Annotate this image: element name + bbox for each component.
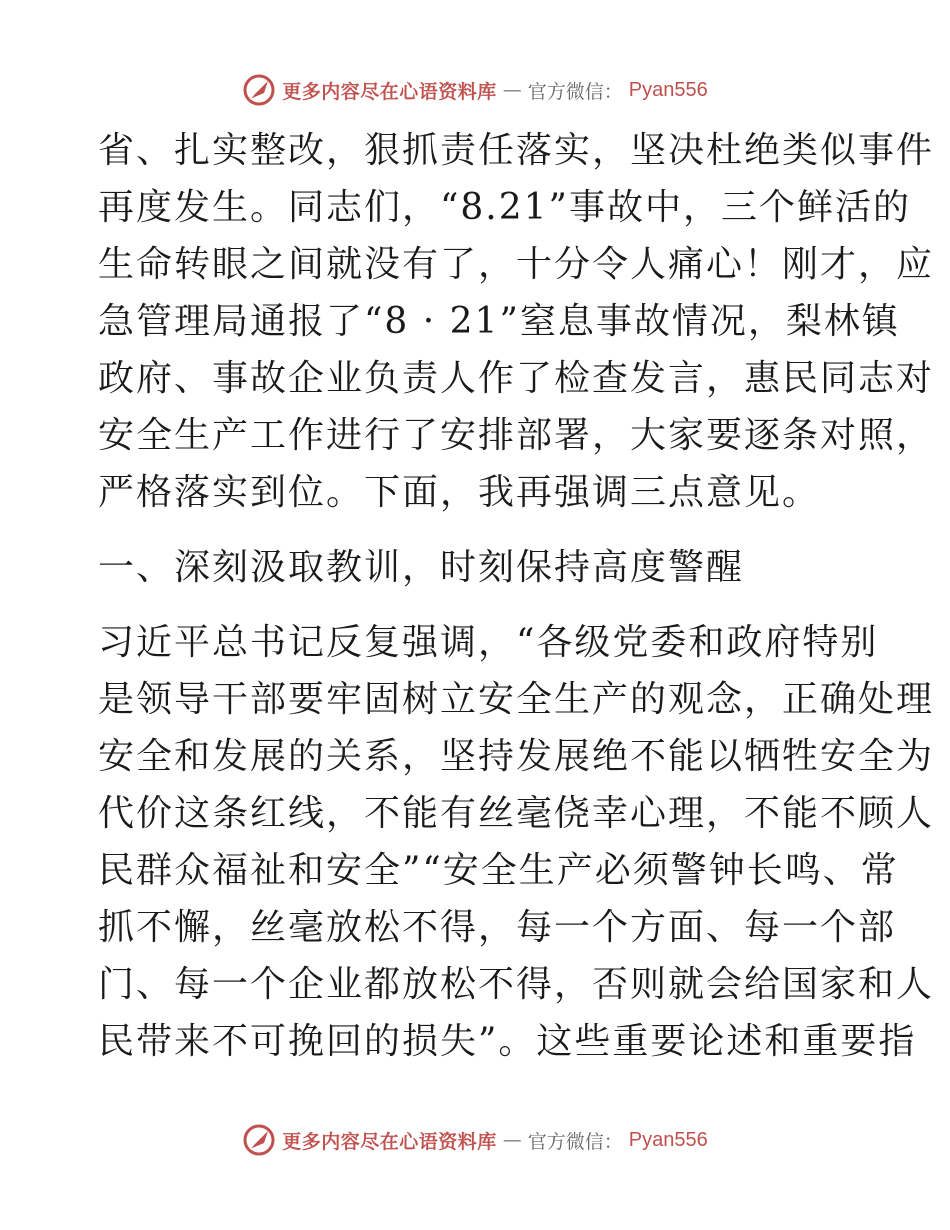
watermark-wechat-label: 官方微信：	[527, 80, 623, 103]
quill-logo-icon	[242, 1123, 276, 1157]
text-line: 代价这条红线，不能有丝毫侥幸心理，不能不顾人	[98, 793, 935, 834]
document-body	[98, 122, 935, 1070]
text-line: 安全生产工作进行了安排部署，大家要逐条对照，	[98, 415, 935, 456]
watermark-wechat-id: Pyan556	[628, 78, 708, 101]
watermark-site-text: 更多内容尽在心语资料库	[282, 1130, 497, 1153]
section-heading: 一、深刻汲取教训，时刻保持高度警醒	[98, 547, 745, 588]
text-line: 省、扎实整改，狠抓责任落实，坚决杜绝类似事件	[98, 130, 935, 171]
quill-logo-icon	[242, 73, 276, 107]
watermark-wechat-id: Pyan556	[628, 1128, 708, 1151]
footer-watermark	[0, 1120, 950, 1160]
text-line: 抓不懈，丝毫放松不得，每一个方面、每一个部	[98, 907, 897, 948]
watermark-separator: —	[502, 1129, 522, 1151]
text-line: 是领导干部要牢固树立安全生产的观念，正确处理	[98, 679, 935, 720]
text-line: 政府、事故企业负责人作了检查发言，惠民同志对	[98, 358, 935, 399]
text-line: 急管理局通报了“8 · 21”窒息事故情况，梨林镇	[98, 301, 900, 342]
watermark-site-text: 更多内容尽在心语资料库	[282, 80, 497, 103]
text-line: 严格落实到位。下面，我再强调三点意见。	[98, 472, 821, 513]
text-line: 民带来不可挽回的损失”。这些重要论述和重要指	[98, 1021, 917, 1062]
text-line: 安全和发展的关系，坚持发展绝不能以牺牲安全为	[98, 736, 935, 777]
text-line: 习近平总书记反复强调，“各级党委和政府特别	[98, 622, 879, 663]
header-watermark	[0, 70, 950, 110]
text-line: 民群众福祉和安全”“安全生产必须警钟长鸣、常	[98, 850, 899, 891]
watermark-wechat-label: 官方微信：	[527, 1130, 623, 1153]
text-line: 再度发生。同志们，“8.21”事故中，三个鲜活的	[98, 187, 911, 228]
watermark-separator: —	[502, 79, 522, 101]
text-line: 门、每一个企业都放松不得，否则就会给国家和人	[98, 964, 935, 1005]
text-line: 生命转眼之间就没有了，十分令人痛心！刚才，应	[98, 244, 935, 285]
